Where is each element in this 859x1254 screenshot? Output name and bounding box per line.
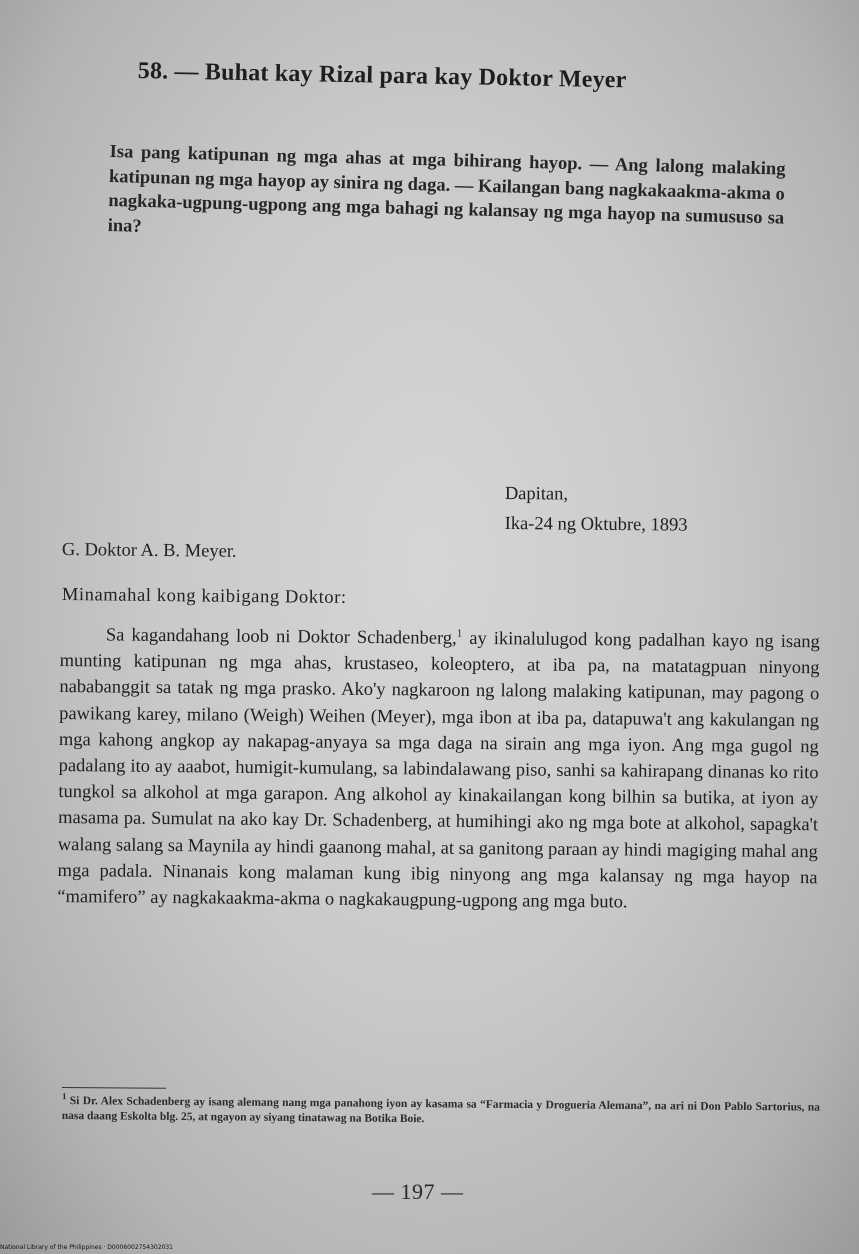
footnote-text: Si Dr. Alex Schadenberg ay isang alemang nang mga panahong iyon ay kasama sa “Farmacia y Drogueria Alemana”, na ari ni Don Pablo Sartorius, na nasa daang Eskolta blg. 25, at ngayon ay siyang tinatawag na Botika Boie. <box>61 1095 820 1125</box>
body-text-part2: ay ikinalulugod kong padalhan kayo ng isang munting katipunan ng mga ahas, krustaseo, koleoptero, at iba pa, na matatagpuan ninyong nababanggit sa tatak ng mga prasko. Ako'y nagkaroon ng lalong malaking katipunan, may pagong o pawikang karey, milano (Weigh) Weihen (Meyer), mga ibon at iba pa, datapuwa't ang kakulangan ng mga kahong angkop ay nakapag-anyaya sa mga daga na sirain ang mga iyon. Ang mga gugol ng padalang ito ay aaabot, humigit-kumulang, sa labindalawang piso, sanhi sa kahirapang dinanas ko rito tungkol sa alkohol at mga garapon. Ang alkohol ay kinakailangan kong bilhin sa butika, at iyon ay masama pa. Sumulat na ako kay Dr. Schadenberg, at humihingi ako ng mga bote at alkohol, sapagka't walang salang sa Maynila ay hindi gaanong mahal, at sa ganitong paraan ay hindi magiging mahal ang mga padala. Ninanais kong malaman kung ibig ninyong ang mga kalansay ng mga hayop na “mamifero” ay nagkakaakma-akma o nagkakaugpung-ugpong ang mga buto. <box>57 628 820 913</box>
dateline-date: Ika-24 ng Oktubre, 1893 <box>504 513 688 536</box>
salutation: Minamahal kong kaibigang Doktor: <box>61 585 347 608</box>
recipient: G. Doktor A. B. Meyer. <box>61 540 237 562</box>
footnote-divider <box>62 1087 166 1089</box>
letter-title: 58. — Buhat kay Rizal para kay Doktor Meyer <box>137 58 627 94</box>
footnote-reference: 1 <box>456 627 463 640</box>
dateline <box>504 479 687 541</box>
footnote-mark: 1 <box>61 1091 67 1102</box>
page-number: — 197 — <box>372 1179 464 1204</box>
letter-body <box>57 622 820 918</box>
footnote <box>61 1091 820 1130</box>
letter-summary: Isa pang katipunan ng mga ahas at mga bihirang hayop. — Ang lalong malaking katipunan ng mga hayop ay sinira ng daga. — Kailangan bang nagkakaakma-akma o nagkaka-ugpung-ugpong ang mga bahagi ng kalansay ng mga hayop na sumususo sa ina? <box>107 141 786 237</box>
dateline-place: Dapitan, <box>504 483 569 505</box>
body-paragraph <box>57 622 820 918</box>
scan-credit: National Library of the Philippines · D0006002754302031 <box>0 1244 173 1251</box>
body-text-part1: Sa kagandahang loob ni Doktor Schadenberg, <box>105 625 457 649</box>
